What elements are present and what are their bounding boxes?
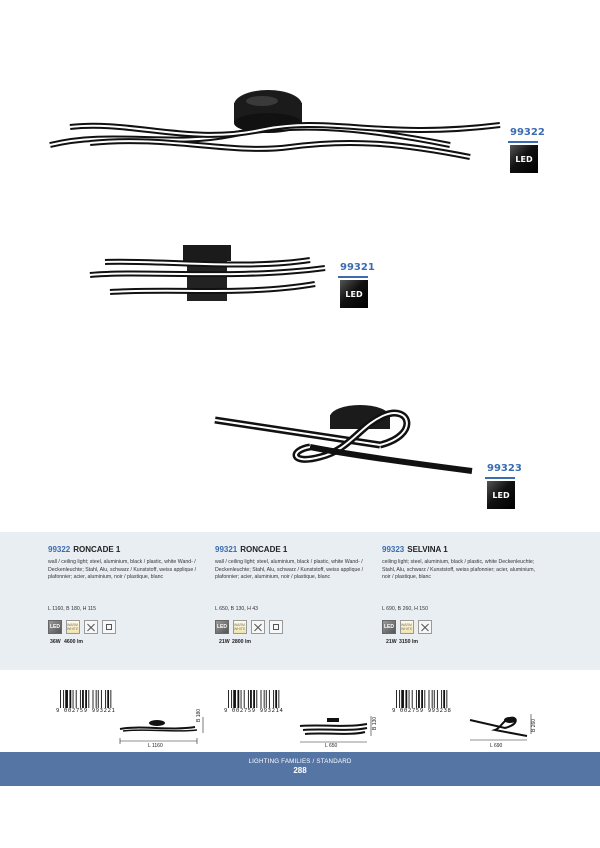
- barcode: [226, 690, 296, 710]
- product-column-99321: [215, 545, 375, 582]
- product-heading: [48, 545, 208, 554]
- led-icon: LED: [215, 620, 229, 634]
- led-badge-99323: LED: [487, 481, 515, 509]
- product-heading: [382, 545, 542, 554]
- led-icon: LED: [48, 620, 62, 634]
- product-image-99322: [30, 85, 510, 175]
- protection-class-icon: [102, 620, 116, 634]
- height-label: B 180: [196, 708, 202, 722]
- not-dimmable-icon: [84, 620, 98, 634]
- dimension-drawing-99321: [295, 712, 375, 747]
- product-description: wall / ceiling light; steel, aluminium, black / plastic, white Wand- / Deckenleuchte; Stahl, Alu, schwarz / Kunststoff, weiss applique / plafonnier; acier, aluminium, noir / plastique, blanc: [215, 559, 364, 581]
- product-name: RONCADE 1: [240, 545, 288, 554]
- power-spec: 21W: [386, 639, 397, 645]
- footer-family-label: LIGHTING FAMILIES / STANDARD: [248, 758, 352, 765]
- product-icons: [382, 620, 432, 634]
- not-dimmable-icon: [251, 620, 265, 634]
- barcode-number: 9 002759 993238: [392, 708, 452, 714]
- height-label: B 260: [531, 718, 537, 732]
- lumen-spec: 2800 lm: [232, 639, 252, 645]
- product-code: 99321: [215, 545, 238, 554]
- product-image-99321: [85, 240, 335, 310]
- product-description: ceiling light; steel, aluminium, black / plastic, white Deckenleuchte; Stahl, Alu, schwarz / Kunststoff, weiss plafonnier; acier, aluminium, noir / plastique, blanc: [382, 559, 536, 581]
- product-code-tag-99322: 99322: [510, 127, 545, 138]
- code-underline-99323: [485, 477, 515, 479]
- page-number: 288: [293, 766, 307, 775]
- power-spec: 21W: [219, 639, 230, 645]
- length-label: L 690: [490, 743, 503, 749]
- power-spec: 36W: [50, 639, 61, 645]
- lumen-spec: 4600 lm: [64, 639, 84, 645]
- product-code: 99323: [382, 545, 405, 554]
- length-label: L 1160: [148, 743, 163, 749]
- warm-white-icon: WARM WHITE: [233, 620, 247, 634]
- barcode-number: 9 002759 993214: [224, 708, 284, 714]
- product-code: 99322: [48, 545, 71, 554]
- not-dimmable-icon: [418, 620, 432, 634]
- product-dimensions: L 690, B 260, H 150: [382, 606, 428, 612]
- height-label: B 130: [372, 716, 378, 730]
- product-description: wall / ceiling light; steel, aluminium, black / plastic, white Wand- / Deckenleuchte; Stahl, Alu, schwarz / Kunststoff, weiss applique / plafonnier; acier, aluminium, noir / plastique, blanc: [48, 559, 197, 581]
- warm-white-icon: WARM WHITE: [400, 620, 414, 634]
- barcode: [58, 690, 128, 710]
- code-underline-99321: [338, 276, 368, 278]
- led-badge-99322: LED: [510, 145, 538, 173]
- dimension-drawing-99323: [465, 712, 535, 747]
- barcode-number: 9 002759 993221: [56, 708, 116, 714]
- product-name: SELVINA 1: [407, 545, 448, 554]
- length-label: L 650: [325, 743, 338, 749]
- product-code-tag-99321: 99321: [340, 262, 375, 273]
- product-icons: [215, 620, 283, 634]
- barcode: [394, 690, 464, 710]
- product-dimensions: L 1160, B 180, H 115: [48, 606, 97, 612]
- product-column-99323: [382, 545, 542, 582]
- product-dimensions: L 650, B 130, H 43: [215, 606, 259, 612]
- product-icons: [48, 620, 116, 634]
- led-badge-99321: LED: [340, 280, 368, 308]
- product-name: RONCADE 1: [73, 545, 121, 554]
- product-heading: [215, 545, 375, 554]
- lumen-spec: 3150 lm: [399, 639, 419, 645]
- footer-bar: [0, 752, 600, 786]
- product-code-tag-99323: 99323: [487, 463, 522, 474]
- warm-white-icon: WARM WHITE: [66, 620, 80, 634]
- led-icon: LED: [382, 620, 396, 634]
- product-column-99322: [48, 545, 208, 582]
- product-image-99323: [210, 395, 480, 485]
- protection-class-icon: [269, 620, 283, 634]
- code-underline-99322: [508, 141, 538, 143]
